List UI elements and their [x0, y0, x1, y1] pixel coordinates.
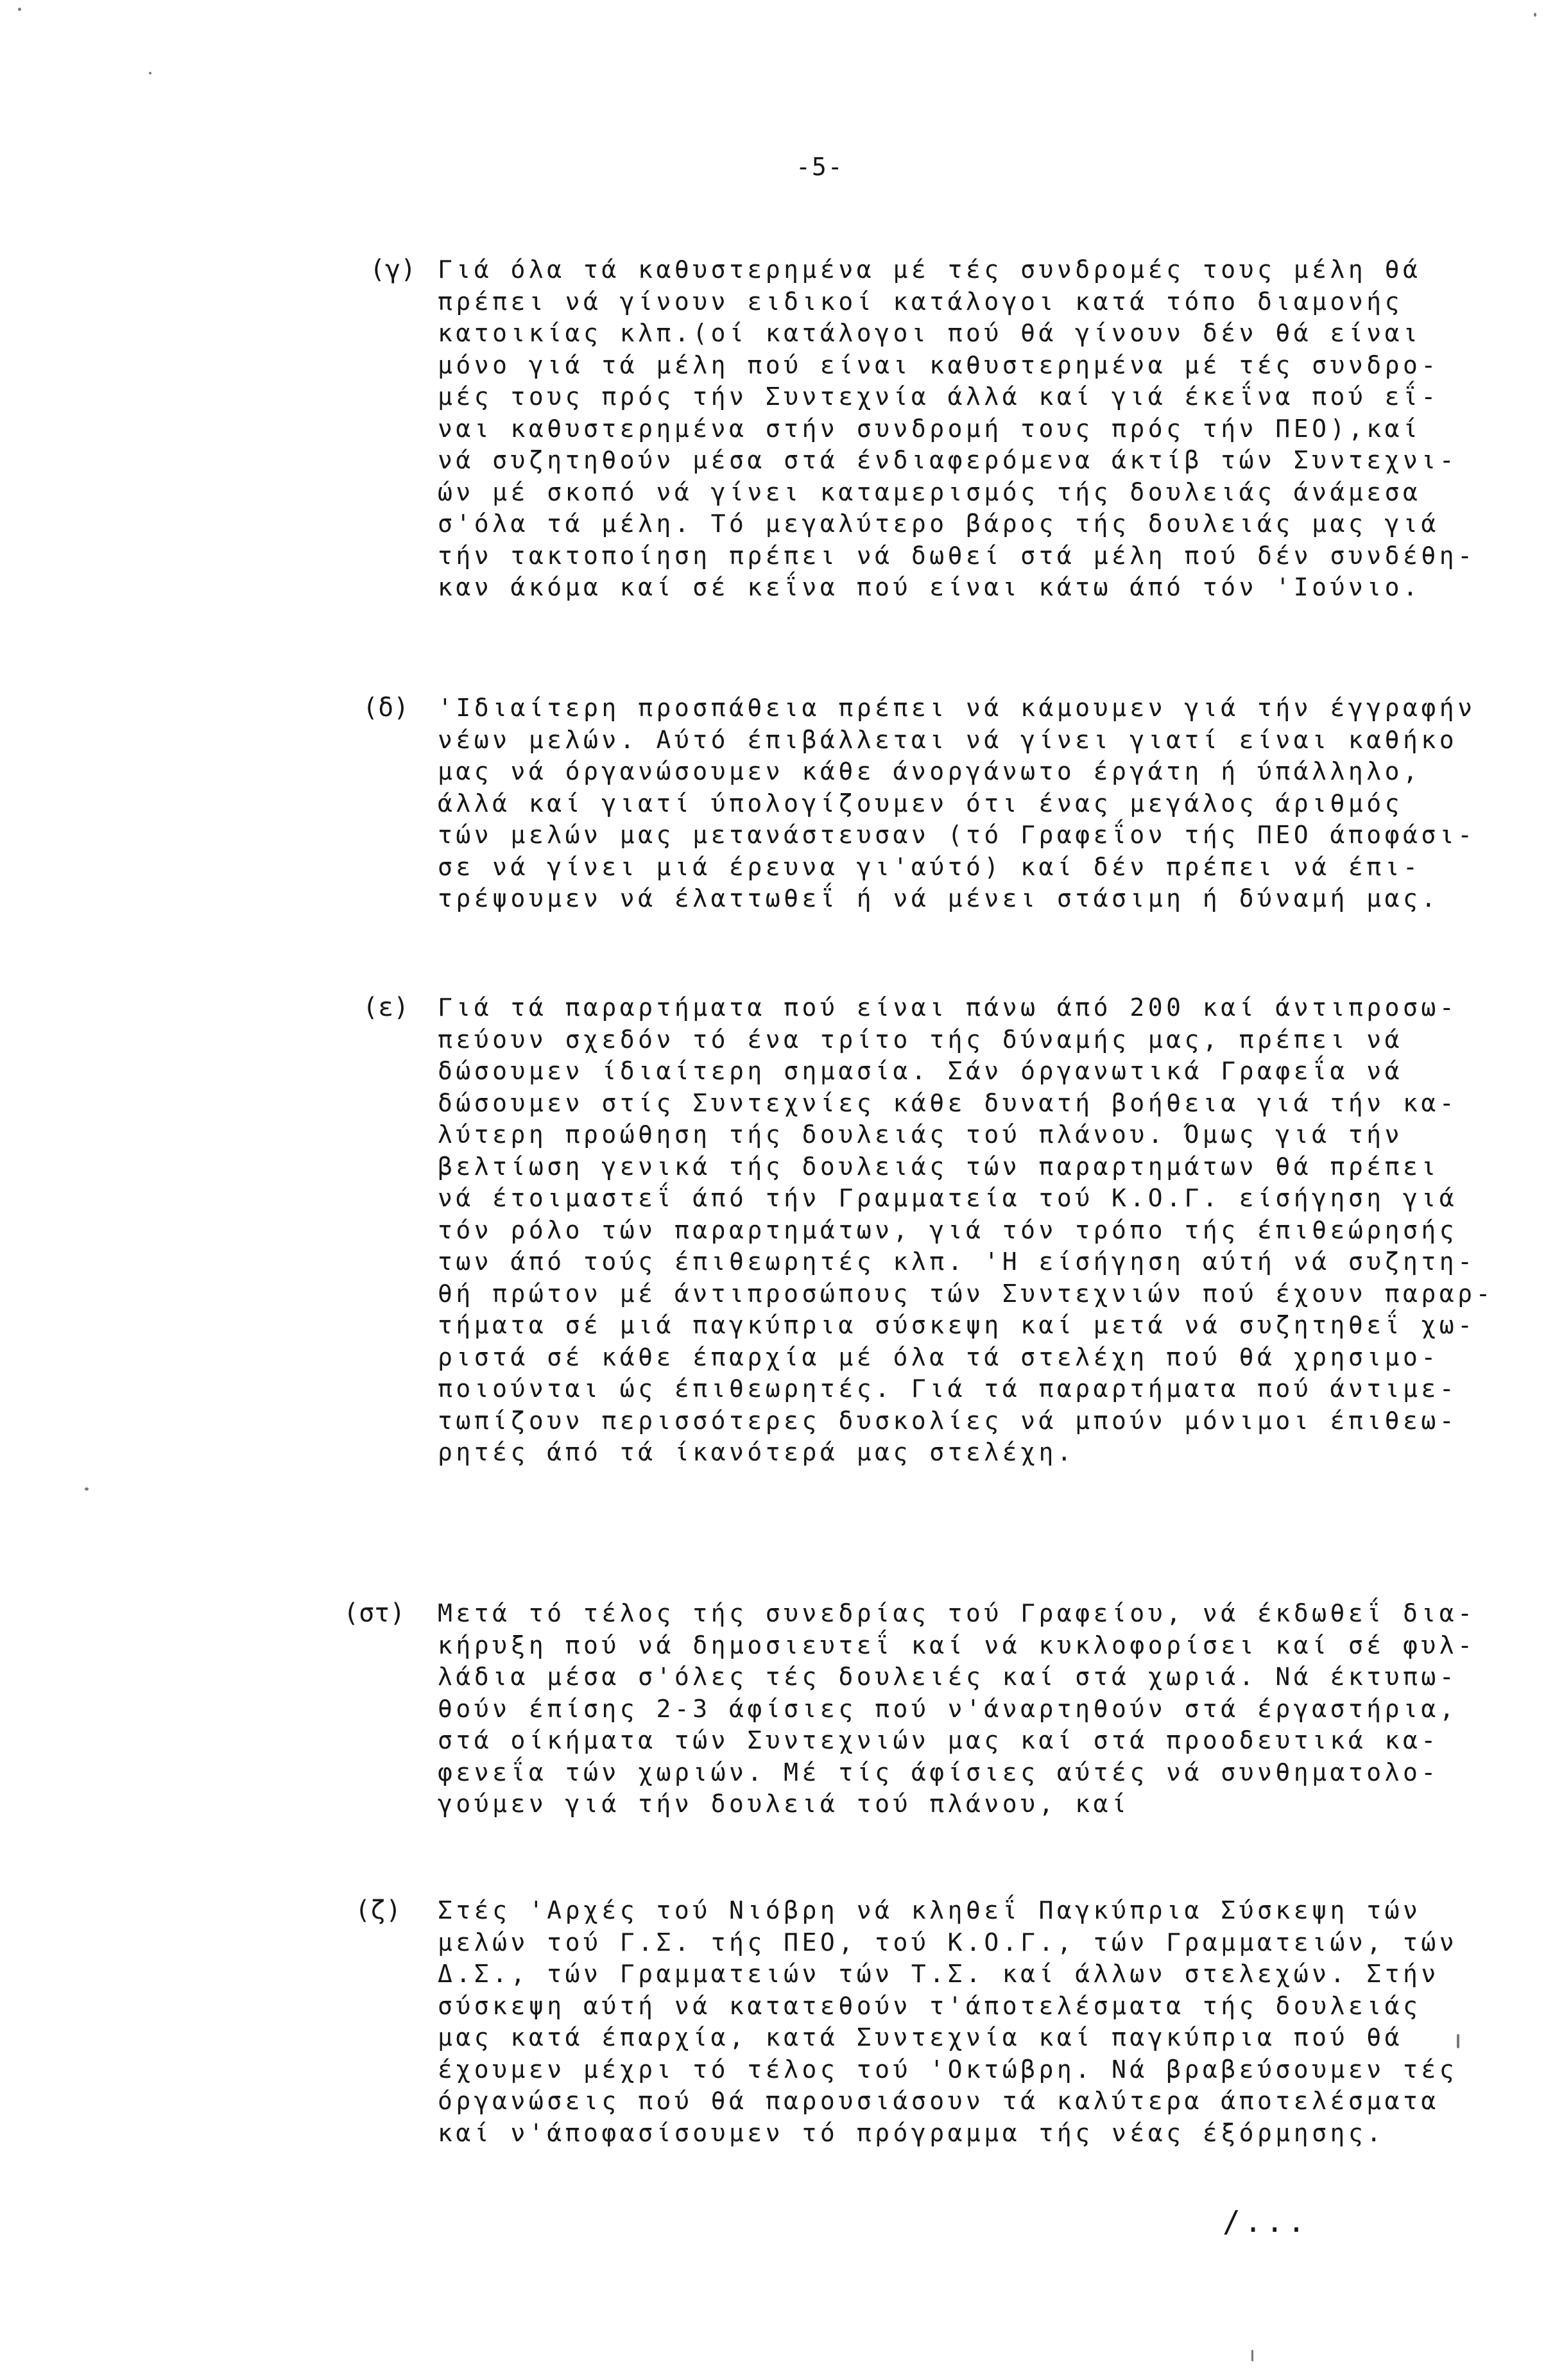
section-body: [438, 1895, 1458, 2149]
text-line: ών μέ σκοπό νά γίνει καταμερισμός τής δουλειάς άνάμεσα: [438, 477, 1421, 506]
text-line: ριστά σέ κάθε έπαρχία μέ όλα τά στελέχη πού θά χρησιμο-: [438, 1342, 1439, 1371]
scan-speck: [85, 1487, 89, 1491]
text-line: τρέψουμεν νά έλαττωθεΐ ή νά μένει στάσιμη ή δύναμή μας.: [438, 884, 1439, 912]
text-line: όργανώσεις πού θά παρουσιάσουν τά καλύτερα άποτελέσματα: [438, 2087, 1439, 2115]
section-label: (ε): [363, 993, 409, 1022]
text-line: νά έτοιμαστεΐ άπό τήν Γραμματεία τού Κ.Ο.Γ. είσήγηση γιά: [438, 1184, 1458, 1212]
text-line: θή πρώτον μέ άντιπροσώπους τών Συντεχνιών πού έχουν παραρ-: [438, 1279, 1494, 1308]
section-body: [438, 1598, 1476, 1820]
scan-speck: [1457, 2034, 1459, 2048]
text-line: καί ν'άποφασίσουμεν τό πρόγραμμα τής νέας έξόρμησης.: [438, 2118, 1385, 2147]
text-line: άλλά καί γιατί ύπολογίζουμεν ότι ένας μεγάλος άριθμός: [438, 789, 1404, 818]
text-line: ποιούνται ώς έπιθεωρητές. Γιά τά παραρτήματα πού άντιμε-: [438, 1374, 1458, 1403]
text-line: μές τους πρός τήν Συντεχνία άλλά καί γιά έκεΐνα πού εΐ-: [438, 382, 1439, 411]
text-line: βελτίωση γενικά τής δουλειάς τών παραρτημάτων θά πρέπει: [438, 1152, 1439, 1181]
text-line: τών μελών μας μετανάστευσαν (τό Γραφεΐον τής ΠΕΟ άποφάσι-: [438, 821, 1476, 849]
text-line: τόν ρόλο τών παραρτημάτων, γιά τόν τρόπο τής έπιθεώρησής: [438, 1215, 1458, 1244]
continuation-mark: /...: [1223, 2204, 1309, 2239]
text-line: νέων μελών. Αύτό έπιβάλλεται νά γίνει γιατί είναι καθήκο: [438, 725, 1458, 754]
section-body: [438, 992, 1494, 1469]
text-line: ρητές άπό τά ίκανότερά μας στελέχη.: [438, 1438, 1076, 1466]
text-line: μας νά όργανώσουμεν κάθε άνοργάνωτο έργάτη ή ύπάλληλο,: [438, 757, 1421, 785]
text-line: τήματα σέ μιά παγκύπρια σύσκεψη καί μετά νά συζητηθεΐ χω-: [438, 1311, 1476, 1339]
section-label: (ζ): [355, 1896, 402, 1925]
text-line: δώσουμεν ίδιαίτερη σημασία. Σάν όργανωτικά Γραφεΐα νά: [438, 1057, 1404, 1085]
text-line: σύσκεψη αύτή νά κατατεθούν τ'άποτελέσματα τής δουλειάς: [438, 1991, 1421, 2020]
text-line: μελών τού Γ.Σ. τής ΠΕΟ, τού Κ.Ο.Γ., τών Γραμματειών, τών: [438, 1928, 1458, 1956]
text-line: Μετά τό τέλος τής συνεδρίας τού Γραφείου, νά έκδωθεΐ δια-: [438, 1599, 1476, 1627]
text-line: νά συζητηθούν μέσα στά ένδιαφερόμενα άκτίβ τών Συντεχνι-: [438, 446, 1458, 474]
text-line: των άπό τούς έπιθεωρητές κλπ. 'Η είσήγηση αύτή νά συζητη-: [438, 1247, 1476, 1276]
text-line: δώσουμεν στίς Συντεχνίες κάθε δυνατή βοήθεια γιά τήν κα-: [438, 1088, 1458, 1117]
text-line: έχουμεν μέχρι τό τέλος τού 'Οκτώβρη. Νά βραβεύσουμεν τές: [438, 2055, 1458, 2084]
text-line: Στές 'Αρχές τού Νιόβρη νά κληθεΐ Παγκύπρια Σύσκεψη τών: [438, 1896, 1421, 1924]
text-line: σε νά γίνει μιά έρευνα γι'αύτό) καί δέν πρέπει νά έπι-: [438, 852, 1421, 881]
page-number: -5-: [796, 153, 844, 181]
text-line: κήρυξη πού νά δημοσιευτεΐ καί νά κυκλοφορίσει καί σέ φυλ-: [438, 1631, 1476, 1659]
text-line: θούν έπίσης 2-3 άφίσιες πού ν'άναρτηθούν στά έργαστήρια,: [438, 1694, 1458, 1723]
text-line: φενεΐα τών χωριών. Μέ τίς άφίσιες αύτές νά συνθηματολο-: [438, 1758, 1439, 1786]
scan-speck: [149, 72, 151, 74]
text-line: μόνο γιά τά μέλη πού είναι καθυστερημένα μέ τές συνδρο-: [438, 350, 1439, 379]
text-line: κατοικίας κλπ.(οί κατάλογοι πού θά γίνουν δέν θά είναι: [438, 319, 1421, 347]
text-line: Γιά τά παραρτήματα πού είναι πάνω άπό 200 καί άντιπροσω-: [438, 993, 1458, 1022]
scan-speck: [18, 8, 21, 11]
text-line: τωπίζουν περισσότερες δυσκολίες νά μπούν μόνιμοι έπιθεω-: [438, 1406, 1458, 1435]
text-line: τήν τακτοποίηση πρέπει νά δωθεί στά μέλη πού δέν συνδέθη-: [438, 541, 1476, 570]
text-line: Γιά όλα τά καθυστερημένα μέ τές συνδρομές τους μέλη θά: [438, 255, 1421, 284]
scan-speck: [1251, 2350, 1253, 2361]
text-line: λάδια μέσα σ'όλες τές δουλειές καί στά χωριά. Νά έκτυπω-: [438, 1663, 1458, 1691]
text-line: στά οίκήματα τών Συντεχνιών μας καί στά προοδευτικά κα-: [438, 1726, 1439, 1754]
text-line: λύτερη προώθηση τής δουλειάς τού πλάνου. Όμως γιά τήν: [438, 1120, 1404, 1149]
text-line: Δ.Σ., τών Γραμματειών τών Τ.Σ. καί άλλων στελεχών. Στήν: [438, 1960, 1439, 1988]
section-label: (δ): [363, 693, 409, 723]
section-label: (στ): [343, 1598, 406, 1628]
text-line: ναι καθυστερημένα στήν συνδρομή τους πρός τήν ΠΕΟ),καί: [438, 414, 1421, 443]
section-label: (γ): [370, 255, 417, 284]
text-line: 'Ιδιαίτερη προσπάθεια πρέπει νά κάμουμεν γιά τήν έγγραφήν: [438, 694, 1476, 722]
text-line: πρέπει νά γίνουν ειδικοί κατάλογοι κατά τόπο διαμονής: [438, 287, 1404, 316]
text-line: γούμεν γιά τήν δουλειά τού πλάνου, καί: [438, 1790, 1130, 1818]
section-body: [438, 692, 1476, 915]
scan-speck: [1534, 13, 1536, 17]
text-line: πεύουν σχεδόν τό ένα τρίτο τής δύναμής μας, πρέπει νά: [438, 1025, 1404, 1054]
text-line: καν άκόμα καί σέ κεΐνα πού είναι κάτω άπό τόν 'Ιούνιο.: [438, 573, 1421, 601]
text-line: σ'όλα τά μέλη. Τό μεγαλύτερο βάρος τής δουλειάς μας γιά: [438, 509, 1439, 538]
text-line: μας κατά έπαρχία, κατά Συντεχνία καί παγκύπρια πού θά: [438, 2023, 1404, 2051]
section-body: [438, 254, 1476, 604]
